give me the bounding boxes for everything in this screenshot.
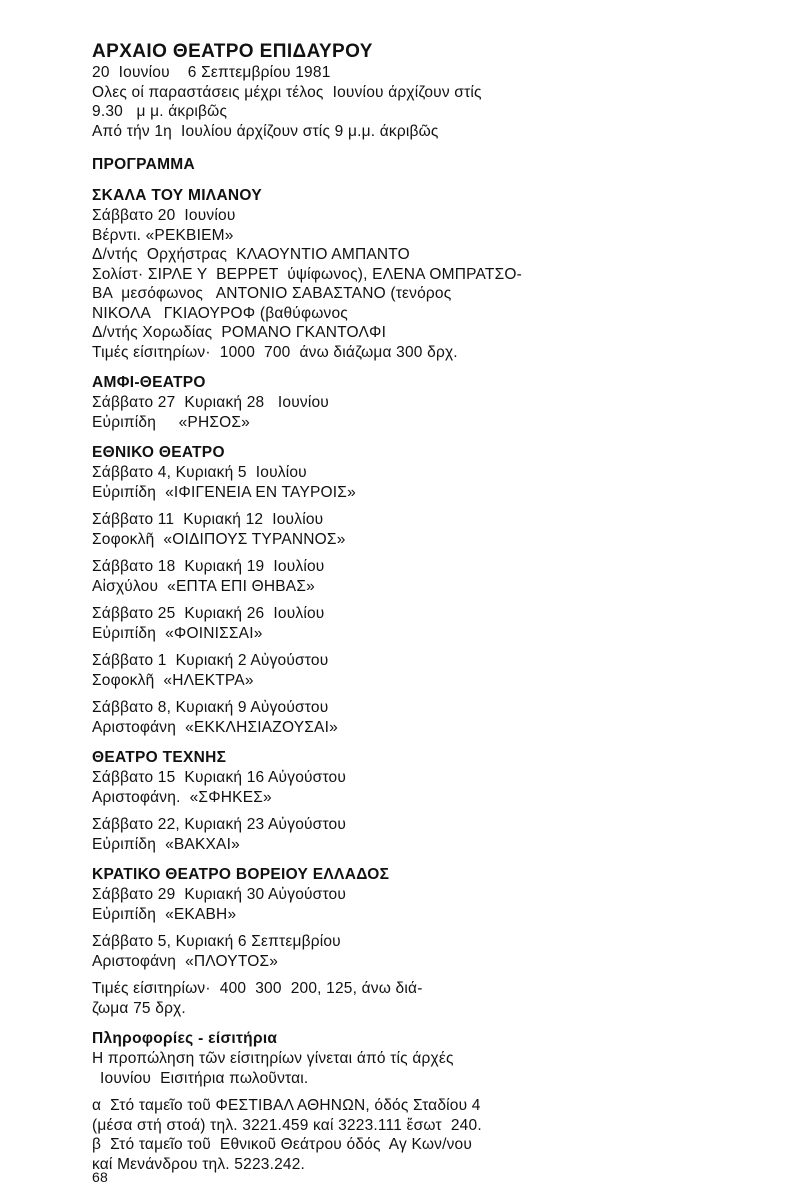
performance-entry	[92, 698, 592, 737]
performance-date: Σάββατο 29 Κυριακή 30 Αὐγούστου	[92, 886, 347, 903]
kratiko-prices: Τιμές είσιτηρίων· 400 300 200, 125, άνω διά-	[92, 980, 423, 997]
info-point: β Στό ταμεῖο τοῦ Εθνικοῦ Θεάτρου όδός Αγ Κων/νου	[92, 1136, 473, 1153]
scala-line: Σάββατο 20 Ιουνίου	[92, 207, 236, 224]
info-point: καί Μενάνδρου τηλ. 5223.242.	[92, 1155, 306, 1173]
scala-line: ΒΑ μεσόφωνος ΑΝΤΟΝΙΟ ΣΑΒΑΣΤΑΝΟ (τενόρος	[92, 285, 452, 302]
performance-play: Αριστοφάνη. «ΣΦΗΚΕΣ»	[92, 788, 272, 806]
performance-entry	[92, 604, 592, 643]
scala-line: Δ/ντής Χορωδίας ΡΟΜΑΝΟ ΓΚΑΝΤΟΛΦΙ	[92, 324, 387, 341]
performance-entry	[92, 510, 592, 549]
programme-heading: ΠΡΟΓΡΑΜΜΑ	[92, 156, 196, 173]
performance-entry	[92, 557, 592, 596]
performance-date: Σάββατο 25 Κυριακή 26 Ιουλίου	[92, 605, 325, 622]
performance-entry	[92, 651, 592, 690]
info-intro: Ιουνίου Εισιτήρια πωλοῦνται.	[100, 1069, 309, 1087]
scala-heading: ΣΚΑΛΑ ΤΟΥ ΜΙΛΑΝΟΥ	[92, 187, 262, 204]
performance-date: Σάββατο 11 Κυριακή 12 Ιουλίου	[92, 511, 324, 528]
performance-play: Αριστοφάνη «ΕΚΚΛΗΣΙΑΖΟΥΣΑΙ»	[92, 718, 338, 736]
scala-prices: Τιμές είσιτηρίων· 1000 700 άνω διάζωμα 300 δρχ.	[92, 343, 458, 361]
performance-play: Αριστοφάνη «ΠΛΟΥΤΟΣ»	[92, 952, 279, 970]
performance-play: Εὐριπίδη «ΒΑΚΧΑΙ»	[92, 835, 240, 853]
amfi-heading: ΑΜΦΙ-ΘΕΑΤΡΟ	[92, 374, 206, 391]
performance-date: Σάββατο 5, Κυριακή 6 Σεπτεμβρίου	[92, 933, 341, 950]
performance-date: Σάββατο 22, Κυριακή 23 Αὐγούστου	[92, 816, 347, 833]
performance-date: Σάββατο 4, Κυριακή 5 Ιουλίου	[92, 464, 307, 481]
amfi-date: Σάββατο 27 Κυριακή 28 Ιουνίου	[92, 394, 329, 411]
performance-play: Σοφοκλῆ «ΗΛΕΚΤΡΑ»	[92, 671, 254, 689]
amfi-play: Εὐριπίδη «ΡΗΣΟΣ»	[92, 413, 250, 431]
performance-entry	[92, 768, 592, 807]
header-line: Από τήν 1η Ιουλίου άρχίζουν στίς 9 μ.μ. άκριβῶς	[92, 122, 439, 140]
document-page	[92, 40, 592, 1174]
kratiko-prices: ζωμα 75 δρχ.	[92, 999, 186, 1017]
performance-play: Εὐριπίδη «ΙΦΙΓΕΝΕΙΑ ΕΝ ΤΑΥΡΟΙΣ»	[92, 483, 356, 501]
info-point: α Στό ταμεῖο τοῦ ΦΕΣΤΙΒΑΛ ΑΘΗΝΩΝ, όδός Σταδίου 4	[92, 1097, 481, 1114]
performance-date: Σάββατο 8, Κυριακή 9 Αὐγούστου	[92, 699, 329, 716]
performance-date: Σάββατο 15 Κυριακή 16 Αὐγούστου	[92, 769, 347, 786]
scala-line: Σολίστ· ΣΙΡΛΕ Υ ΒΕΡΡΕΤ ύψίφωνος), ΕΛΕΝΑ ΟΜΠΡΑΤΣΟ-	[92, 265, 522, 283]
header-line: 20 Ιουνίου 6 Σεπτεμβρίου 1981	[92, 64, 331, 81]
performance-date: Σάββατο 1 Κυριακή 2 Αὐγούστου	[92, 652, 329, 669]
performance-entry	[92, 885, 592, 924]
performance-entry	[92, 463, 592, 502]
scala-line: ΝΙΚΟΛΑ ΓΚΙΑΟΥΡΟΦ (βαθύφωνος	[92, 304, 348, 322]
info-intro: Η προπώληση τῶν είσιτηρίων γίνεται άπό τίς άρχές	[92, 1050, 454, 1067]
info-heading: Πληροφορίες - είσιτήρια	[92, 1030, 278, 1047]
performance-play: Εὐριπίδη «ΕΚΑΒΗ»	[92, 905, 237, 923]
performance-play: Αἰσχύλου «ΕΠΤΑ ΕΠΙ ΘΗΒΑΣ»	[92, 577, 315, 595]
page-title: ΑΡΧΑΙΟ ΘΕΑΤΡΟ ΕΠΙΔΑΥΡΟΥ	[92, 41, 373, 62]
performance-entry	[92, 932, 592, 971]
ethniko-heading: ΕΘΝΙΚΟ ΘΕΑΤΡΟ	[92, 444, 225, 461]
scala-line: Δ/ντής Ορχήστρας ΚΛΑΟΥΝΤΙΟ ΑΜΠΑΝΤΟ	[92, 246, 410, 263]
scala-line: Βέρντι. «ΡΕΚΒΙΕΜ»	[92, 226, 234, 244]
technis-heading: ΘΕΑΤΡΟ ΤΕΧΝΗΣ	[92, 749, 227, 766]
header-line: 9.30 μ μ. άκριβῶς	[92, 103, 228, 120]
page-number: 68	[92, 1169, 108, 1185]
performance-play: Εὐριπίδη «ΦΟΙΝΙΣΣΑΙ»	[92, 624, 263, 642]
kratiko-heading: ΚΡΑΤΙΚΟ ΘΕΑΤΡΟ ΒΟΡΕΙΟΥ ΕΛΛΑΔΟΣ	[92, 866, 390, 883]
performance-date: Σάββατο 18 Κυριακή 19 Ιουλίου	[92, 558, 325, 575]
header-line: Ολες οί παραστάσεις μέχρι τέλος Ιουνίου άρχίζουν στίς	[92, 83, 482, 101]
performance-entry	[92, 815, 592, 854]
info-point: (μέσα στή στοά) τηλ. 3221.459 καί 3223.111 ἔσωτ 240.	[92, 1116, 482, 1134]
performance-play: Σοφοκλῆ «ΟΙΔΙΠΟΥΣ ΤΥΡΑΝΝΟΣ»	[92, 530, 346, 548]
